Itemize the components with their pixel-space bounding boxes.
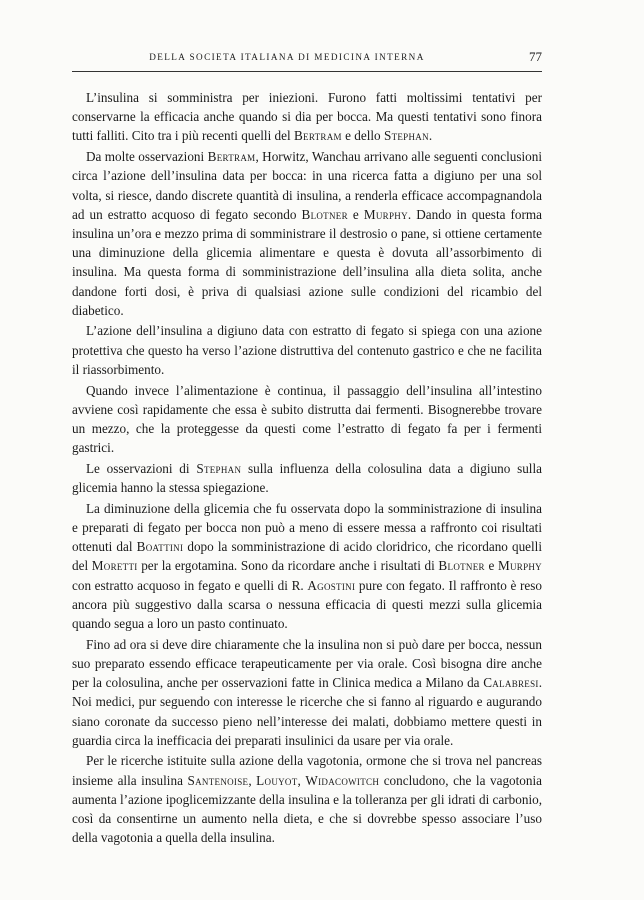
paragraph [72, 751, 542, 847]
author-name: Calabresi [483, 675, 539, 691]
paragraph [72, 88, 542, 146]
text-segment: , [248, 772, 257, 788]
paragraph [72, 635, 542, 750]
author-name: Moretti [91, 558, 138, 574]
running-head: DELLA SOCIETA ITALIANA DI MEDICINA INTERNA [149, 52, 425, 62]
page-number: 77 [529, 49, 542, 64]
author-name: Blotner [301, 206, 348, 222]
body-text [72, 88, 542, 849]
author-name: Stephan [383, 128, 429, 144]
text-segment: per la ergotamina. Sono da ricordare anche i risultati di [137, 558, 439, 574]
text-segment: e [484, 558, 498, 574]
header-rule [72, 71, 542, 72]
text-segment: . Dando in questa forma insulina un’ora e mezzo prima di somministrare il destrosio o pane, si ottiene certamente una diminuzione della glicemia alimentare e questa è dovuta all’assorbimento di insulina. Ma questa forma di somministrazione dell’insulina alla dieta solita, anche dandone forti dosi, è priva di qualsiasi azione sulle condizioni del ricambio del diabetico. [72, 206, 543, 318]
text-segment: Da molte osservazioni [86, 149, 208, 165]
text-segment: sulla influenza della colosulina data a digiuno sulla glicemia hanno la stessa spiegazione. [72, 460, 542, 496]
author-name: Murphy [497, 558, 542, 574]
text-segment: Fino ad ora si deve dire chiaramente che la insulina non si può dare per bocca, nessun suo preparato essendo efficace terapeuticamente per via orale. Così bisogna dire anche per la colosulina, anche per osservazioni fatte in Clinica medica a Milano da [72, 636, 542, 691]
text-segment: e [347, 206, 364, 222]
text-segment: Per le ricerche istituite sulla azione della vagotonia, ormone che si trova nel pancreas insieme alla insulina [72, 753, 542, 788]
text-segment: Quando invece l’alimentazione è continua, il passaggio dell’insulina all’intestino avviene così rapidamente che essa è subito distrutta dai fermenti. Bisognerebbe trovare un mezzo, che la proteggesse da questi come l’estratto di fegato fa per i fermenti gastrici. [72, 382, 542, 456]
text-segment: , Horwitz, Wanchau arrivano alle seguenti conclusioni circa l’azione dell’insulina data per bocca: in una ricerca fatta a digiuno per una sol volta, si riesce, dando discrete quantità di insulina, a renderla efficace accompagnandola ad un estratto acquoso di fegato secondo [72, 149, 542, 222]
text-segment: L’insulina si somministra per iniezioni. Furono fatti moltissimi tentativi per conservarne la efficacia anche quando si dia per bocca. Ma questi tentativi sono finora tutti falliti. Cito tra i più recenti quelli del [72, 90, 542, 144]
author-name: Louyot [256, 772, 298, 788]
text-segment: concludono, che la vagotonia aumenta l’azione ipoglicemizzante della insulina e la tolleranza per gli idrati di carbonio, così da consentirne un aumento nella dieta, e che si dovrebbe spesso associare l’uso della vagotonia a quella della insulina. [72, 772, 543, 846]
paragraph [72, 147, 542, 320]
paragraph [72, 499, 542, 633]
paragraph [72, 459, 542, 497]
author-name: Boattini [136, 539, 184, 555]
text-segment: . [428, 128, 433, 144]
paragraph [72, 381, 542, 458]
text-segment: , [297, 772, 306, 788]
text-segment: dopo la somministrazione di acido cloridrico, che ricordano quelli del [72, 539, 543, 574]
author-name: Widacowitch [305, 772, 380, 788]
text-segment: . Noi medici, pur seguendo con interesse le ricerche che si fanno al riguardo e augurando siano coronate da successo pieno nell’interesse dei malati, dobbiamo mettere questi in guardia circa la inefficacia dei preparati insulinici da usare per via orale. [72, 675, 542, 748]
paragraph [72, 321, 542, 379]
text-segment: Le osservazioni di [86, 460, 197, 476]
author-name: Murphy [363, 206, 408, 222]
author-name: Blotner [438, 558, 485, 574]
text-segment: e dello [341, 128, 384, 144]
author-name: Bertram [207, 149, 256, 165]
author-name: Agostini [307, 577, 356, 593]
text-segment: L’azione dell’insulina a digiuno data con estratto di fegato si spiega con una azione protettiva che questo ha verso l’azione distruttiva del contenuto gastrico e che ne facilita il riassorbimento. [72, 323, 542, 377]
text-segment: La diminuzione della glicemia che fu osservata dopo la somministrazione di insulina e preparati di fegato per bocca non può a meno di essere messa a raffronto coi risultati ottenuti dal [72, 500, 542, 555]
author-name: Bertram [293, 128, 342, 144]
page-header [72, 49, 542, 76]
text-segment: con estratto acquoso in fegato e quelli di R. [72, 577, 308, 593]
author-name: Stephan [196, 460, 242, 476]
text-segment: pure con fegato. Il raffronto è reso ancora più suggestivo dalla scarsa o nessuna efficacia di questi mezzi sulla glicemia quando segua a loro un pasto continuato. [72, 577, 542, 631]
author-name: Santenoise [187, 772, 249, 788]
